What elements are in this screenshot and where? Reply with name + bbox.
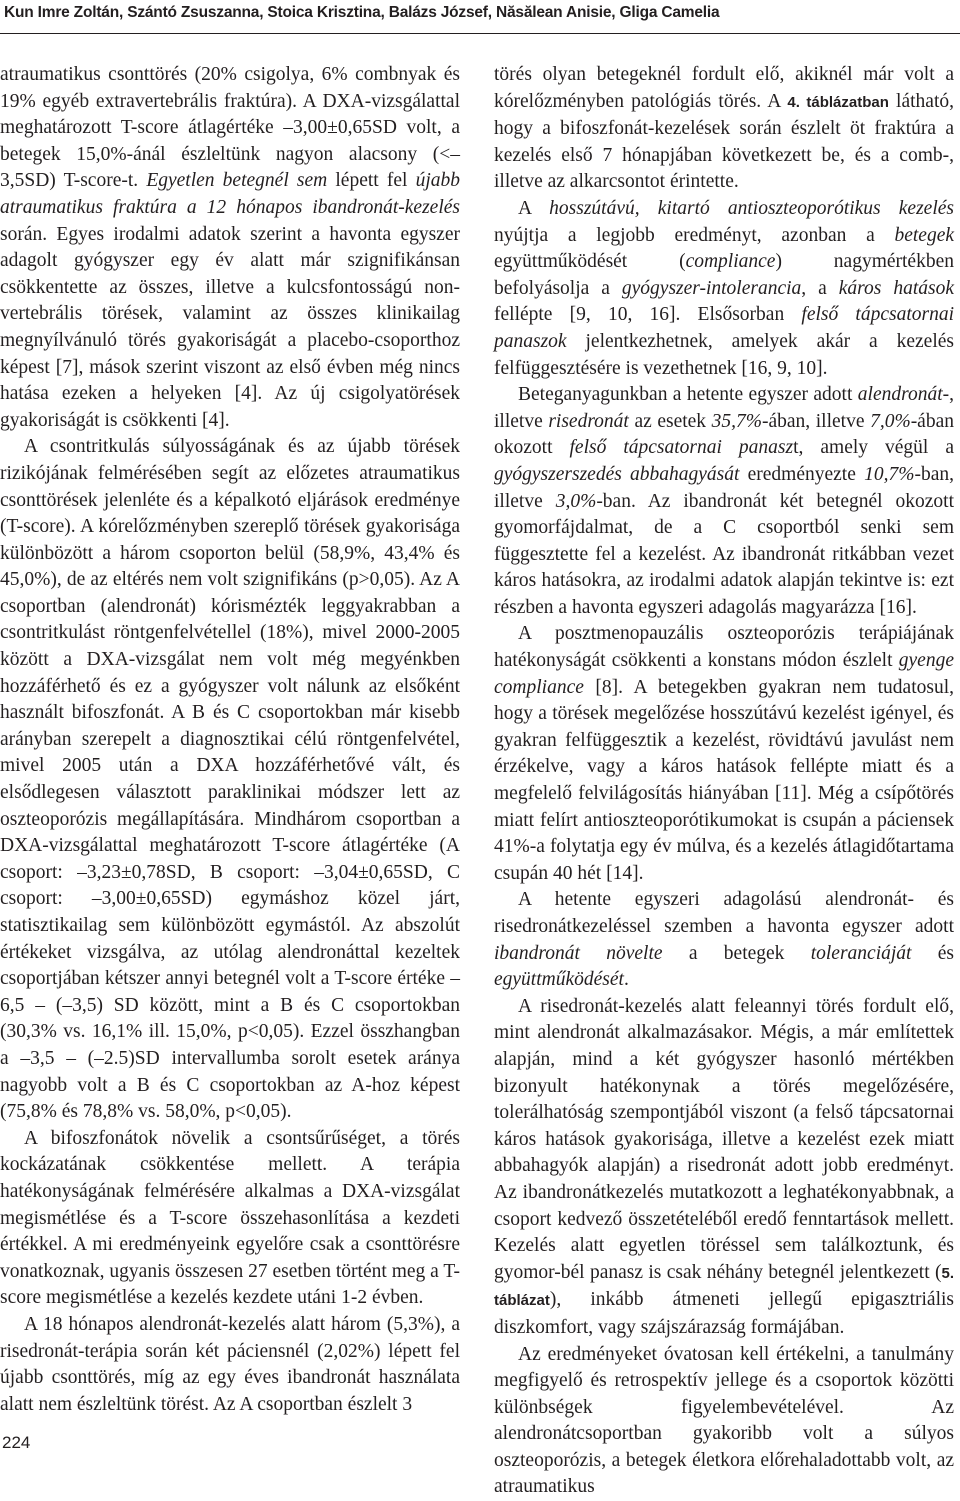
right-paragraph-3: Beteganyagunkban a hetente egyszer adott alendronát-, illetve risedronát az esetek 35,7%-ában, illetve 7,0%-ában okozott felső tápcsatornai panaszt, amely végül a gyógyszerszedés abbahagyását eredményezte 10,7%-ban, illetve 3,0%-ban. Az ibandronát két betegnél okozott gyomorfájdalmat, de a C csoportból senki sem függesztette fel a kezelést. Az ibandronát ritkábban vezet káros hatásokra, az irodalmi adatok alapján tekintve is: ezt részben a havonta egyszeri adagolás magyarázza [16].: [494, 382, 954, 621]
left-paragraph-1: atraumatikus csonttörés (20% csigolya, 6% combnyak és 19% egyéb extravertebrális fraktúra). A DXA-vizsgálattal meghatározott T-score átlagértéke –3,00±0,65SD volt, a betegek 15,0%-ánál észleltünk nagyon alacsony (<–3,5SD) T-score-t. Egyetlen betegnél sem lépett fel újabb atraumatikus fraktúra a 12 hónapos ibandronát-kezelés során. Egyes irodalmi adatok szerint a havonta egyszer adagolt gyógyszer egy év alatt már szignifikánsan csökkentette az összes, illetve a kulcsfontosságú non-vertebrális törések, valamint az összes klinikailag megnyílvánuló törés gyakoriságát a placebo-csoporthoz képest [7], mások szerint viszont az első évben még nincs hatása ezeken a helyeken [4]. Az új csigolyatörések gyakoriságát is csökkenti [4].: [0, 62, 460, 434]
left-column: [0, 62, 460, 1418]
table-4-reference: 4. táblázatban: [787, 94, 888, 111]
right-paragraph-5: A hetente egyszeri adagolású alendronát- és risedronátkezeléssel szemben a havonta egyszer adott ibandronát növelte a betegek toleranciáját és együttműködését.: [494, 887, 954, 993]
header-authors: Kun Imre Zoltán, Szántó Zsuszanna, Stoica Krisztina, Balázs József, Năsălean Anisie, Gliga Camelia: [4, 4, 719, 21]
left-paragraph-3: A bifoszfonátok növelik a csontsűrűséget, a törés kockázatának csökkentése mellett. A terápia hatékonyságának felmérésére alkalmas a DXA-vizsgálat megismétlése és a T-score összehasonlítása a kezdeti értékkel. A mi eredményeink egyelőre csak a csonttörésre vonatkoznak, ugyanis összesen 27 esetben történt meg a T-score megismétlése a kezelés kezdete utáni 1-2 évben.: [0, 1126, 460, 1312]
right-paragraph-2: A hosszútávú, kitartó antioszteoporótikus kezelés nyújtja a legjobb eredményt, azonban a betegek együttműködését (compliance) nagymértékben befolyásolja a gyógyszer-intolerancia, a káros hatások fellépte [9, 10, 16]. Elsősorban felső tápcsatornai panaszok jelentkezhetnek, amelyek akár a kezelés felfüggesztésére is vezethetnek [16, 9, 10].: [494, 196, 954, 382]
right-paragraph-4: A posztmenopauzális oszteoporózis terápiájának hatékonyságát csökkenti a konstans módon észlelt gyenge compliance [8]. A betegekben gyakran nem tudatosul, hogy a törések megelőzése hosszútávú kezelést igényel, és gyakran felfüggesztik a kezelést, rövidtávú javulást nem érzékelve, vagy a káros hatások fellépte miatt és a megfelelő felvilágosítás hiányában [11]. Még a csípőtörés miatt felírt antioszteoporótikumokat is csupán a páciensek 41%-a folytatja egy év múlva, és a kezelés átlagidőtartama csupán 40 hét [14].: [494, 621, 954, 887]
left-paragraph-4: A 18 hónapos alendronát-kezelés alatt három (5,3%), a risedronát-terápia során két páciensnél (2,02%) lépett fel újabb csonttörés, míg az egy éves ibandronát használata alatt nem észleltünk törést. Az A csoportban észlelt 3: [0, 1312, 460, 1418]
right-paragraph-6: A risedronát-kezelés alatt feleannyi törés fordult elő, mint alendronát alkalmazásakor. Mégis, a már említettek alapján, mind a két gyógyszer hasonló mértékben bizonyult hatékonynak a törés megelőzésére, tolerálhatóság szempontjából viszont (a felső tápcsatornai káros hatások gyakorisága, illetve a kezelést ezek miatt abbahagyók alapján) a risedronát adott jobb eredményt. Az ibandronátkezelés mutatkozott a leghatékonyabbnak, a csoport kedvező összetételéből eredő fenntartások mellett. Kezelés alatt egyetlen töréssel sem találkoztunk, és gyomor-bél panasz is csak néhány betegnél jelentkezett (5. táblázat), inkább átmeneti jellegű epigasztriális diszkomfort, vagy szájszárazság formájában.: [494, 994, 954, 1342]
left-paragraph-2: A csontritkulás súlyosságának és az újabb törések rizikójának felmérésében segít az előzetes atraumatikus csonttörések jelenléte és a képalkotó eljárások eredménye (T-score). A kórelőzményben szereplő törések gyakorisága különbözött a három csoporton belül (58,9%, 43,4% és 45,0%), de az eltérés nem volt szignifikáns (p>0,05). Az A csoportban (alendronát) kórismézték leggyakrabban a csontritkulást röntgenfelvétellel (18%), mivel 2000-2005 között a DXA-vizsgálat nem volt még megyénkben hozzáférhető és ez a gyógyszer volt nálunk az elsőként használt bifoszfonát. A B és C csoportokban már kisebb arányban szerepelt a diagnosztikai célú röntgenfelvétel, mivel 2005 után a DXA hozzáférhetővé vált, és elsődlegesen választott paraklinikai módszer lett az oszteoporózis megállapítására. Mindhárom csoportban a DXA-vizsgálattal meghatározott T-score átlagértéke (A csoport: –3,23±0,78SD, B csoport: –3,04±0,65SD, C csoport: –3,00±0,65SD) egymáshoz közel járt, statisztikailag sem különbözött egymástól. Az abszolút értékeket vizsgálva, az utólag alendronáttal kezeltek csoportjában kétszer annyi betegnél volt a T-score értéke –6,5 – (–3,5) SD között, mint a B és C csoportokban (30,3% vs. 16,1% ill. 15,0%, p<0,05). Ezzel összhangban a –3,5 – (–2.5)SD intervallumba sorolt esetek aránya nagyobb volt a B és C csoportokban az A-hoz képest (75,8% és 78,8% vs. 58,0%, p<0,05).: [0, 434, 460, 1125]
page-number: 224: [2, 1433, 30, 1453]
right-column: [494, 62, 954, 1501]
table-5-reference: 5. táblázat: [494, 1265, 954, 1310]
right-paragraph-7: Az eredményeket óvatosan kell értékelni, a tanulmány megfigyelő és retrospektív jellege és a csoportok közötti különbségek figyelembevételével. Az alendronátcsoportban gyakoribb volt a súlyos oszteoporózis, a betegek életkora előrehaladottabb volt, az atraumatikus: [494, 1342, 954, 1501]
right-paragraph-1: törés olyan betegeknél fordult elő, akiknél már volt a kórelőzményben patológiás törés. A 4. táblázatban látható, hogy a bifoszfonát-kezelések során észlelt öt fraktúra a kezelés első 7 hónapjában következett be, és a comb-, illetve az alkarcsontot érintette.: [494, 62, 954, 196]
running-header: [0, 0, 960, 34]
